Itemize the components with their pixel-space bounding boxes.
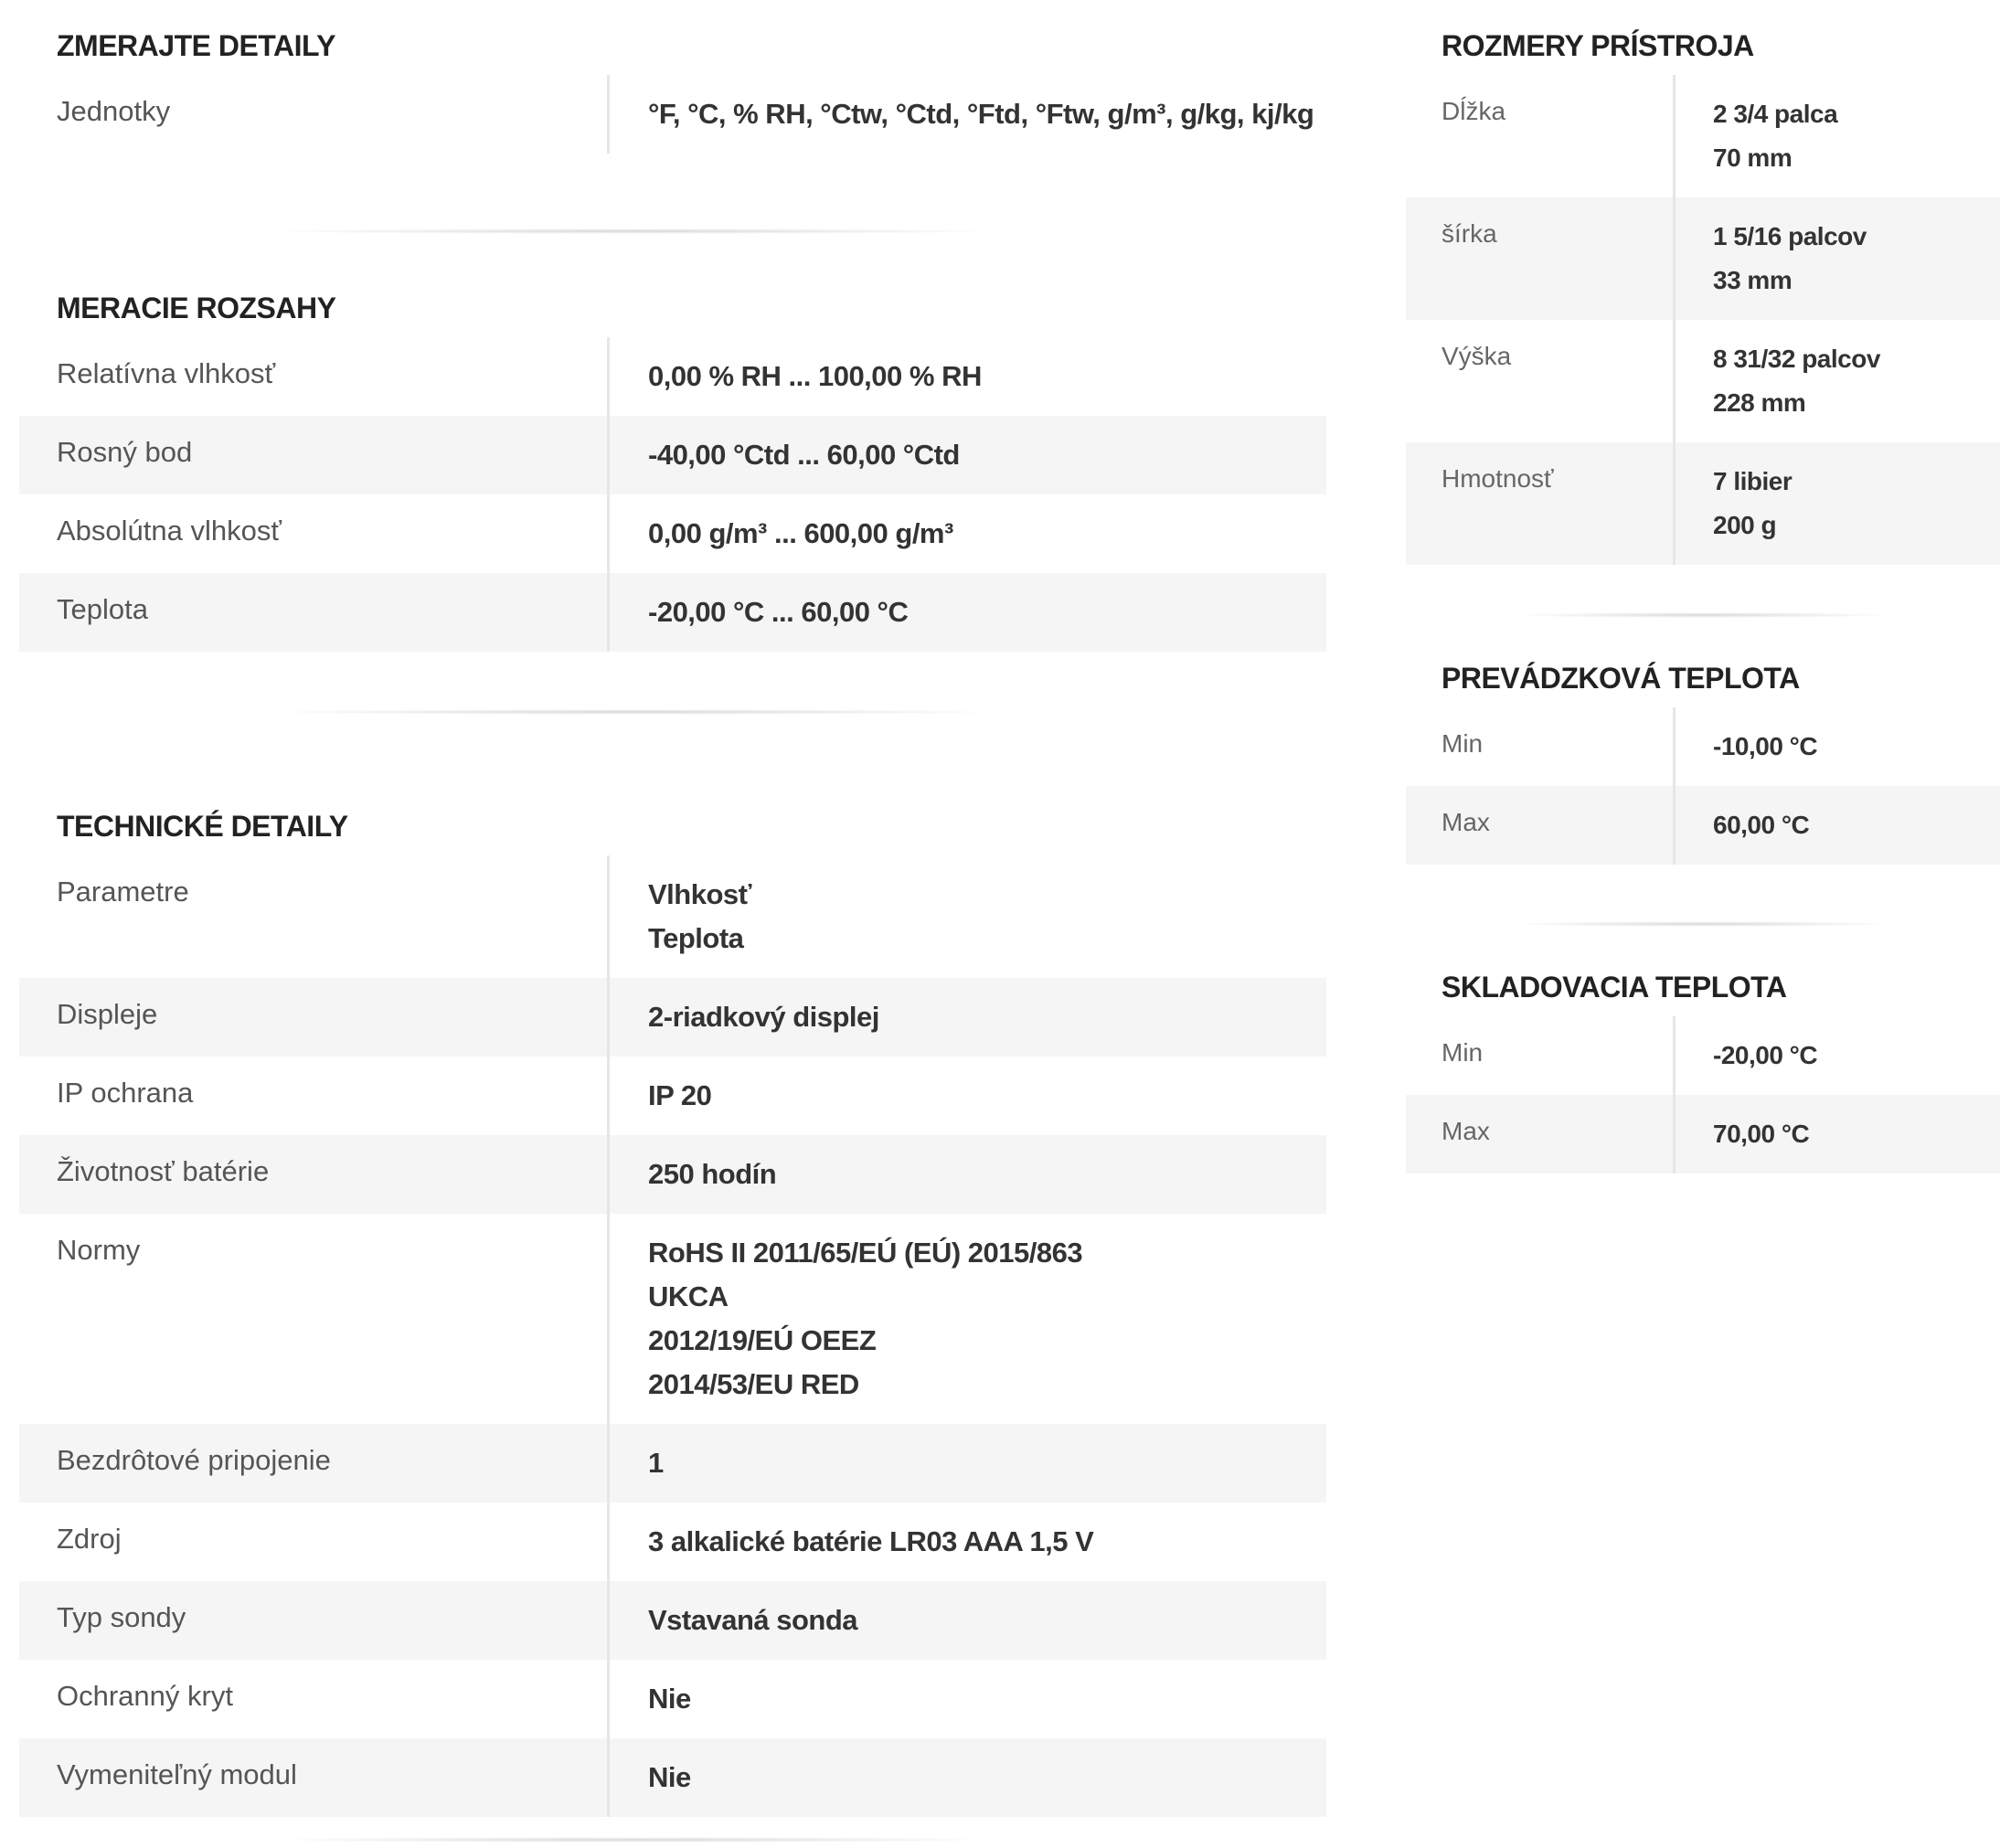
measuring-ranges-section [19, 288, 1326, 652]
row-label: Zdroj [19, 1503, 610, 1581]
row-label: Displeje [19, 978, 610, 1057]
section-title: ROZMERY PRÍSTROJA [1441, 29, 1754, 62]
row-label: Vymeniteľný modul [19, 1738, 610, 1817]
value-line: UKCA [648, 1280, 729, 1312]
section-divider [1511, 612, 1895, 618]
section-divider [259, 1837, 1008, 1843]
section-title: ZMERAJTE DETAILY [57, 29, 335, 62]
table-row [1406, 707, 2000, 786]
row-label: IP ochrana [19, 1057, 610, 1135]
table-row [19, 573, 1326, 652]
value-line: -10,00 °C [1713, 732, 1818, 760]
row-value: 0,00 % RH ... 100,00 % RH [648, 360, 982, 392]
value-line: 70 mm [1713, 143, 1793, 172]
value-line: Nie [648, 1761, 691, 1793]
section-title: TECHNICKÉ DETAILY [57, 810, 348, 843]
row-value: °F, °C, % RH, °Ctw, °Ctd, °Ftd, °Ftw, g/m³, g/kg, kj/kg [648, 98, 1314, 130]
value-line: -20,00 °C [1713, 1041, 1818, 1069]
table-row [19, 75, 1326, 154]
table-row [1406, 442, 2000, 565]
row-value [610, 1581, 1326, 1660]
value-line: RoHS II 2011/65/EÚ (EÚ) 2015/863 [648, 1237, 1083, 1269]
spec-table [1406, 1016, 2000, 1174]
table-row [19, 1660, 1326, 1738]
row-value [610, 1057, 1326, 1135]
section-divider [259, 709, 1008, 715]
row-value [1676, 320, 2000, 442]
value-line: 7 libier [1713, 467, 1793, 495]
table-row [1406, 1016, 2000, 1095]
storage-temperature-section [1406, 967, 2000, 1174]
value-line: Nie [648, 1683, 691, 1715]
value-line: 3 alkalické batérie LR03 AAA 1,5 V [648, 1525, 1094, 1557]
value-line: 228 mm [1713, 388, 1806, 417]
section-title: SKLADOVACIA TEPLOTA [1441, 971, 1787, 1004]
row-label: Bezdrôtové pripojenie [19, 1424, 610, 1503]
row-label: Životnosť batérie [19, 1135, 610, 1214]
row-value: -40,00 °Ctd ... 60,00 °Ctd [648, 439, 960, 471]
table-row [19, 1424, 1326, 1503]
row-value [1676, 1095, 2000, 1174]
row-label: Teplota [19, 573, 610, 652]
value-line: 60,00 °C [1713, 811, 1810, 839]
row-label: Ochranný kryt [19, 1660, 610, 1738]
row-label: Parametre [19, 855, 610, 978]
value-line: 200 g [1713, 511, 1777, 539]
value-line: 2014/53/EU RED [648, 1368, 859, 1400]
value-line: 2 3/4 palca [1713, 100, 1838, 128]
row-value [610, 1214, 1326, 1424]
table-row [19, 978, 1326, 1057]
row-value [1676, 75, 2000, 197]
row-value [1676, 442, 2000, 565]
table-row [1406, 786, 2000, 865]
row-value [610, 1424, 1326, 1503]
row-value [610, 1503, 1326, 1581]
spec-table [19, 337, 1326, 652]
row-value [610, 978, 1326, 1057]
row-label: Min [1406, 1016, 1676, 1095]
table-row [1406, 75, 2000, 197]
table-row [19, 1135, 1326, 1214]
table-row [19, 1738, 1326, 1817]
table-row [19, 494, 1326, 573]
measure-details-section [19, 26, 1326, 154]
row-value [1676, 786, 2000, 865]
row-label: Hmotnosť [1406, 442, 1676, 565]
row-label: Normy [19, 1214, 610, 1424]
spec-table [1406, 75, 2000, 565]
row-label: Max [1406, 786, 1676, 865]
table-row [19, 1503, 1326, 1581]
row-label: Jednotky [19, 75, 610, 154]
table-row [19, 416, 1326, 494]
spec-table [19, 75, 1326, 154]
row-label: Max [1406, 1095, 1676, 1174]
row-value [1676, 1016, 2000, 1095]
section-title: MERACIE ROZSAHY [57, 292, 336, 324]
table-row [19, 1581, 1326, 1660]
row-value [1676, 197, 2000, 320]
row-label: Absolútna vlhkosť [19, 494, 610, 573]
value-line: Vlhkosť [648, 878, 751, 910]
row-label: Min [1406, 707, 1676, 786]
table-row [1406, 197, 2000, 320]
row-value [610, 1738, 1326, 1817]
value-line: 70,00 °C [1713, 1120, 1810, 1148]
table-row [19, 337, 1326, 416]
row-value [610, 1660, 1326, 1738]
device-dimensions-section [1406, 26, 2000, 565]
row-label: Dĺžka [1406, 75, 1676, 197]
row-value [610, 855, 1326, 978]
row-label: Výška [1406, 320, 1676, 442]
row-value: -20,00 °C ... 60,00 °C [648, 596, 909, 628]
value-line: 2-riadkový displej [648, 1001, 879, 1033]
value-line: 2012/19/EÚ OEEZ [648, 1324, 877, 1356]
table-row [1406, 1095, 2000, 1174]
value-line: 1 5/16 palcov [1713, 222, 1867, 250]
table-row [19, 1214, 1326, 1424]
spec-table [1406, 707, 2000, 865]
row-label: šírka [1406, 197, 1676, 320]
table-row [19, 855, 1326, 978]
row-label: Relatívna vlhkosť [19, 337, 610, 416]
row-label: Rosný bod [19, 416, 610, 494]
row-value [610, 1135, 1326, 1214]
section-divider [1511, 921, 1895, 927]
row-value [1676, 707, 2000, 786]
table-row [19, 1057, 1326, 1135]
value-line: 8 31/32 palcov [1713, 345, 1880, 373]
section-divider [259, 228, 1008, 234]
section-title: PREVÁDZKOVÁ TEPLOTA [1441, 662, 1800, 695]
row-value: 0,00 g/m³ ... 600,00 g/m³ [648, 517, 953, 549]
value-line: 250 hodín [648, 1158, 777, 1190]
value-line: IP 20 [648, 1079, 712, 1111]
technical-details-section [19, 806, 1326, 1817]
value-line: Vstavaná sonda [648, 1604, 858, 1636]
table-row [1406, 320, 2000, 442]
row-label: Typ sondy [19, 1581, 610, 1660]
value-line: Teplota [648, 922, 744, 954]
operating-temperature-section [1406, 658, 2000, 865]
value-line: 33 mm [1713, 266, 1793, 294]
spec-table [19, 855, 1326, 1817]
value-line: 1 [648, 1447, 664, 1479]
